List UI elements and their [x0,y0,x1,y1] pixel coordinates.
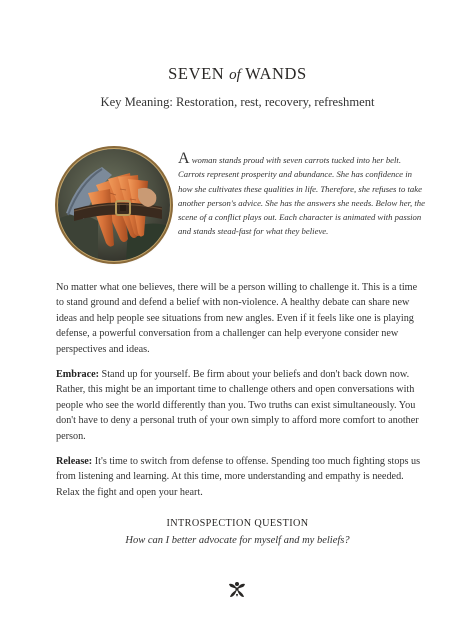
drop-cap: A [178,150,190,167]
embrace-paragraph: Embrace: Stand up for yourself. Be firm about your beliefs and don't back down now. Rather, this might be an important time to challenge others and open conversations with people who see the world differently than you. Two truths can exist simultaneously. You don't have to deny a personal truth of your own simply to afford more comfort to another person. [56,369,419,442]
floral-ornament-icon [226,578,248,600]
embrace-label: Embrace: [56,369,99,380]
body-paragraph: No matter what one believes, there will be a person willing to challenge it. This is a time to stand ground and defend a belief with non-violence. A healthy debate can share new ideas and help people see situations from new angles. Even if it feels like one is playing defense, a powerful conversation from a challenger can help everyone consider new perspectives and ideas. [56,282,418,355]
key-meaning: Key Meaning: Restoration, rest, recovery, refreshment [100,95,375,109]
release-paragraph: Release: It's time to switch from defense to offense. Spending too much fighting stops us from listening and learning. At this time, more understanding and empathy is needed. Relax the fight and open your heart. [56,456,421,498]
release-label: Release: [56,456,93,467]
introspection-heading: INTROSPECTION QUESTION [166,518,309,529]
intro-paragraph: A woman stands proud with seven carrots tucked into her belt. Carrots represent prosperity and abundance. She has confidence in how she cultivates these qualities in life. Therefore, she refuses to take another person's advice. She has the answers she needs. Below her, the scene of a conflict plays out. Each character is animated with passion and stands stead-fast for what they believe. [178,150,425,237]
page-title: SEVEN of WANDS [168,64,307,83]
carrots-belt-illustration [58,149,170,261]
introspection-question: How can I better advocate for myself and my beliefs? [125,535,350,546]
